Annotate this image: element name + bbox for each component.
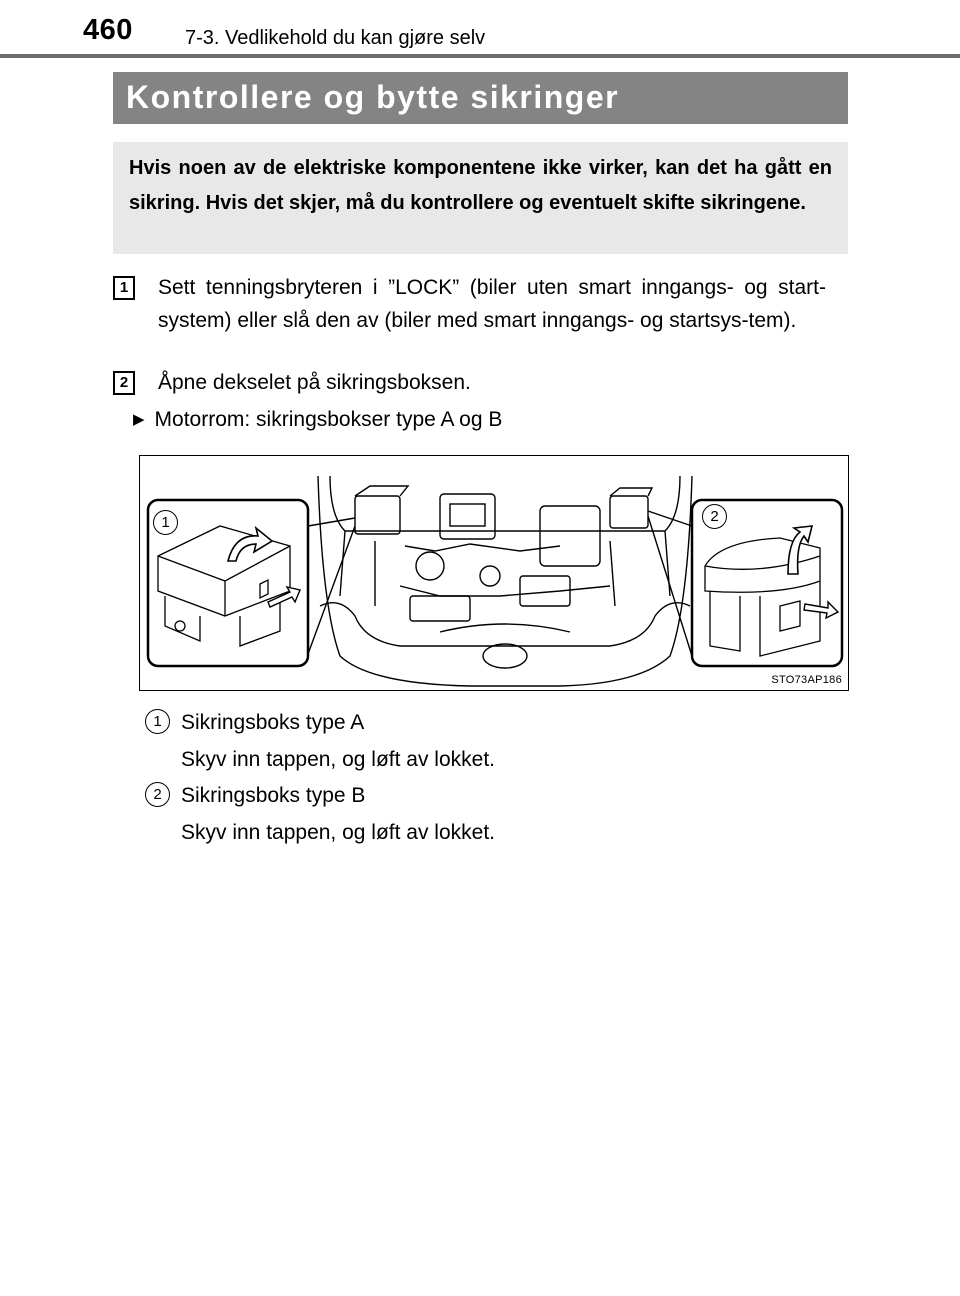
- step-2-badge: 2: [113, 371, 135, 395]
- bullet-item: [133, 404, 502, 438]
- bullet-text: Motorrom: sikringsbokser type A og B: [154, 408, 503, 431]
- callout-1: 1: [153, 510, 178, 535]
- page-number: 460: [83, 14, 133, 46]
- caption-2-title: Sikringsboks type B: [181, 784, 366, 807]
- caption-1-number: 1: [145, 709, 170, 734]
- caption-1-desc: Skyv inn tappen, og løft av lokket.: [181, 748, 495, 771]
- step-2-text: Åpne dekselet på sikringsboksen.: [158, 371, 471, 394]
- intro-box: [113, 142, 848, 254]
- title-band: [113, 72, 848, 124]
- engine-bay-drawing: [140, 456, 850, 692]
- caption-2-number: 2: [145, 782, 170, 807]
- step-1-text: Sett tenningsbryteren i ”LOCK” (biler uten smart inngangs- og start-system) eller slå den av (biler med smart inngangs- og startsys-tem).: [158, 276, 826, 332]
- intro-text: Hvis noen av de elektriske komponentene ikke virker, kan det ha gått en sikring. Hvis det skjer, må du kontrollere og eventuelt skifte sikringene.: [129, 157, 832, 214]
- caption-2-desc: Skyv inn tappen, og løft av lokket.: [181, 821, 495, 844]
- caption-1-title: Sikringsboks type A: [181, 711, 365, 734]
- engine-bay-illustration: [139, 455, 849, 691]
- triangle-bullet-icon: ▶: [133, 411, 145, 428]
- figure-code: STO73AP186: [771, 674, 842, 686]
- section-heading: 7-3. Vedlikehold du kan gjøre selv: [185, 27, 486, 49]
- step-1-badge: 1: [113, 276, 135, 300]
- callout-2: 2: [702, 504, 727, 529]
- header-divider: [0, 54, 960, 58]
- page-title: Kontrollere og bytte sikringer: [126, 79, 620, 115]
